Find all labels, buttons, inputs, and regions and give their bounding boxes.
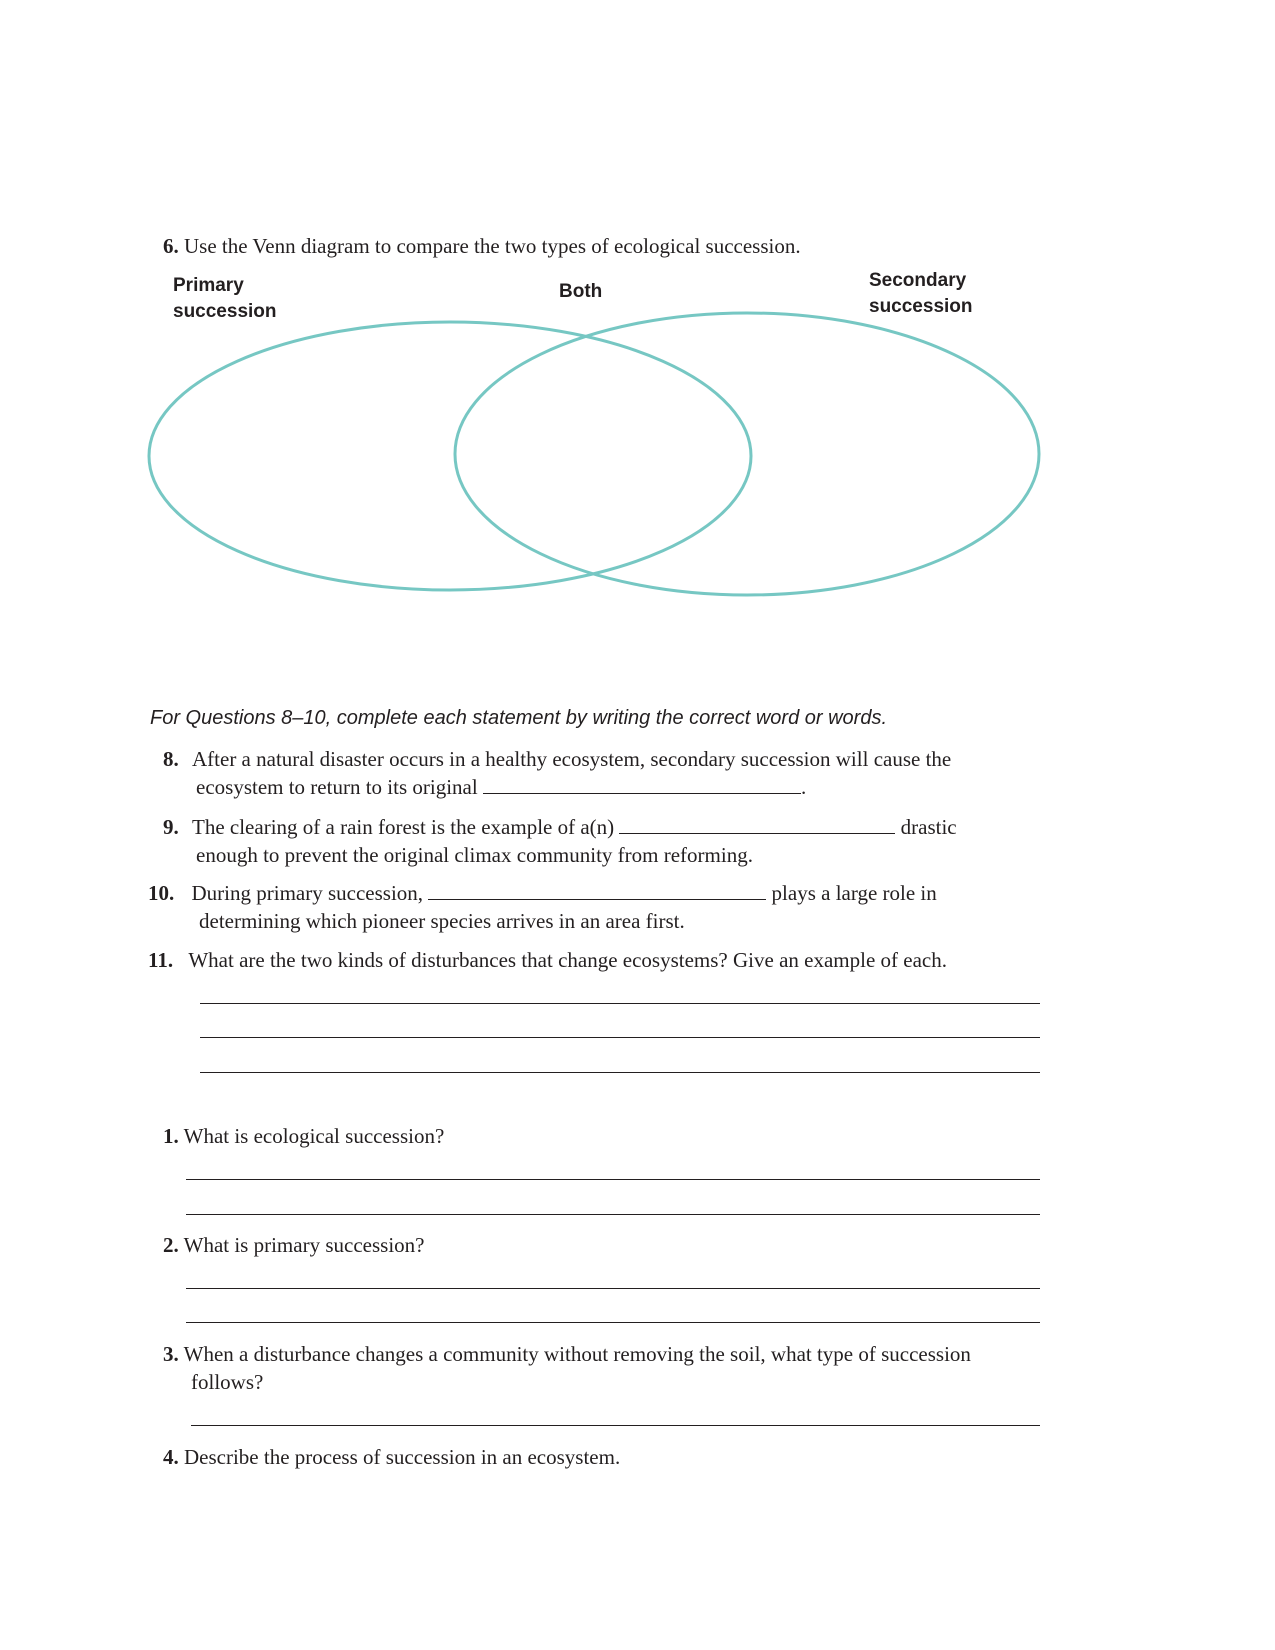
question-8 bbox=[163, 745, 951, 773]
question-9-line-2 bbox=[196, 841, 753, 869]
question-1 bbox=[163, 1122, 444, 1150]
question-text: When a disturbance changes a community without removing the soil, what type of succession bbox=[183, 1342, 971, 1366]
instructions: For Questions 8–10, complete each statement by writing the correct word or words. bbox=[150, 707, 888, 729]
answer-line[interactable] bbox=[186, 1214, 1040, 1215]
venn-label-line: succession bbox=[173, 301, 277, 322]
answer-blank[interactable] bbox=[619, 815, 895, 834]
venn-label-both: Both bbox=[559, 281, 603, 302]
answer-blank[interactable] bbox=[428, 881, 766, 900]
question-4 bbox=[163, 1443, 620, 1471]
venn-label-line: Primary bbox=[173, 275, 244, 296]
answer-line[interactable] bbox=[186, 1288, 1040, 1289]
question-text: Use the Venn diagram to compare the two types of ecological succession. bbox=[184, 234, 801, 258]
question-text: After a natural disaster occurs in a healthy ecosystem, secondary succession will cause the bbox=[192, 747, 952, 771]
answer-line[interactable] bbox=[200, 1072, 1040, 1073]
question-number: 1. bbox=[163, 1124, 179, 1148]
question-number: 11. bbox=[148, 948, 174, 972]
question-text: The clearing of a rain forest is the example of a(n) bbox=[192, 815, 615, 839]
answer-line[interactable] bbox=[186, 1322, 1040, 1323]
question-text: What is primary succession? bbox=[183, 1233, 425, 1257]
answer-line[interactable] bbox=[200, 1037, 1040, 1038]
question-text: Describe the process of succession in an ecosystem. bbox=[184, 1445, 621, 1469]
question-number: 4. bbox=[163, 1445, 179, 1469]
answer-line[interactable] bbox=[200, 1003, 1040, 1004]
question-text: determining which pioneer species arrives in an area first. bbox=[199, 909, 685, 933]
answer-line[interactable] bbox=[191, 1425, 1040, 1426]
question-text: During primary succession, bbox=[191, 881, 424, 905]
question-3 bbox=[163, 1340, 971, 1368]
question-11 bbox=[148, 946, 947, 974]
question-number: 6. bbox=[163, 234, 179, 258]
venn-label-line: Secondary bbox=[869, 270, 967, 291]
question-10 bbox=[148, 879, 937, 907]
venn-circle-primary[interactable] bbox=[149, 322, 751, 590]
question-number: 2. bbox=[163, 1233, 179, 1257]
question-text: follows? bbox=[191, 1370, 264, 1394]
question-9 bbox=[163, 813, 957, 841]
answer-line[interactable] bbox=[186, 1179, 1040, 1180]
answer-blank[interactable] bbox=[483, 775, 801, 794]
question-2 bbox=[163, 1231, 424, 1259]
period: . bbox=[800, 775, 807, 799]
question-text: What are the two kinds of disturbances that change ecosystems? Give an example of each. bbox=[188, 948, 947, 972]
question-text: plays a large role in bbox=[771, 881, 937, 905]
question-text: enough to prevent the original climax community from reforming. bbox=[196, 843, 753, 867]
venn-circle-secondary[interactable] bbox=[455, 313, 1039, 595]
question-number: 9. bbox=[163, 815, 179, 839]
question-number: 3. bbox=[163, 1342, 179, 1366]
question-number: 10. bbox=[148, 881, 175, 905]
question-number: 8. bbox=[163, 747, 179, 771]
question-text: ecosystem to return to its original bbox=[196, 775, 478, 799]
question-text: What is ecological succession? bbox=[183, 1124, 445, 1148]
venn-label-line: succession bbox=[869, 296, 973, 317]
question-text: drastic bbox=[900, 815, 957, 839]
question-8-line-2 bbox=[196, 773, 806, 801]
question-3-line-2 bbox=[191, 1368, 263, 1396]
question-10-line-2 bbox=[199, 907, 685, 935]
